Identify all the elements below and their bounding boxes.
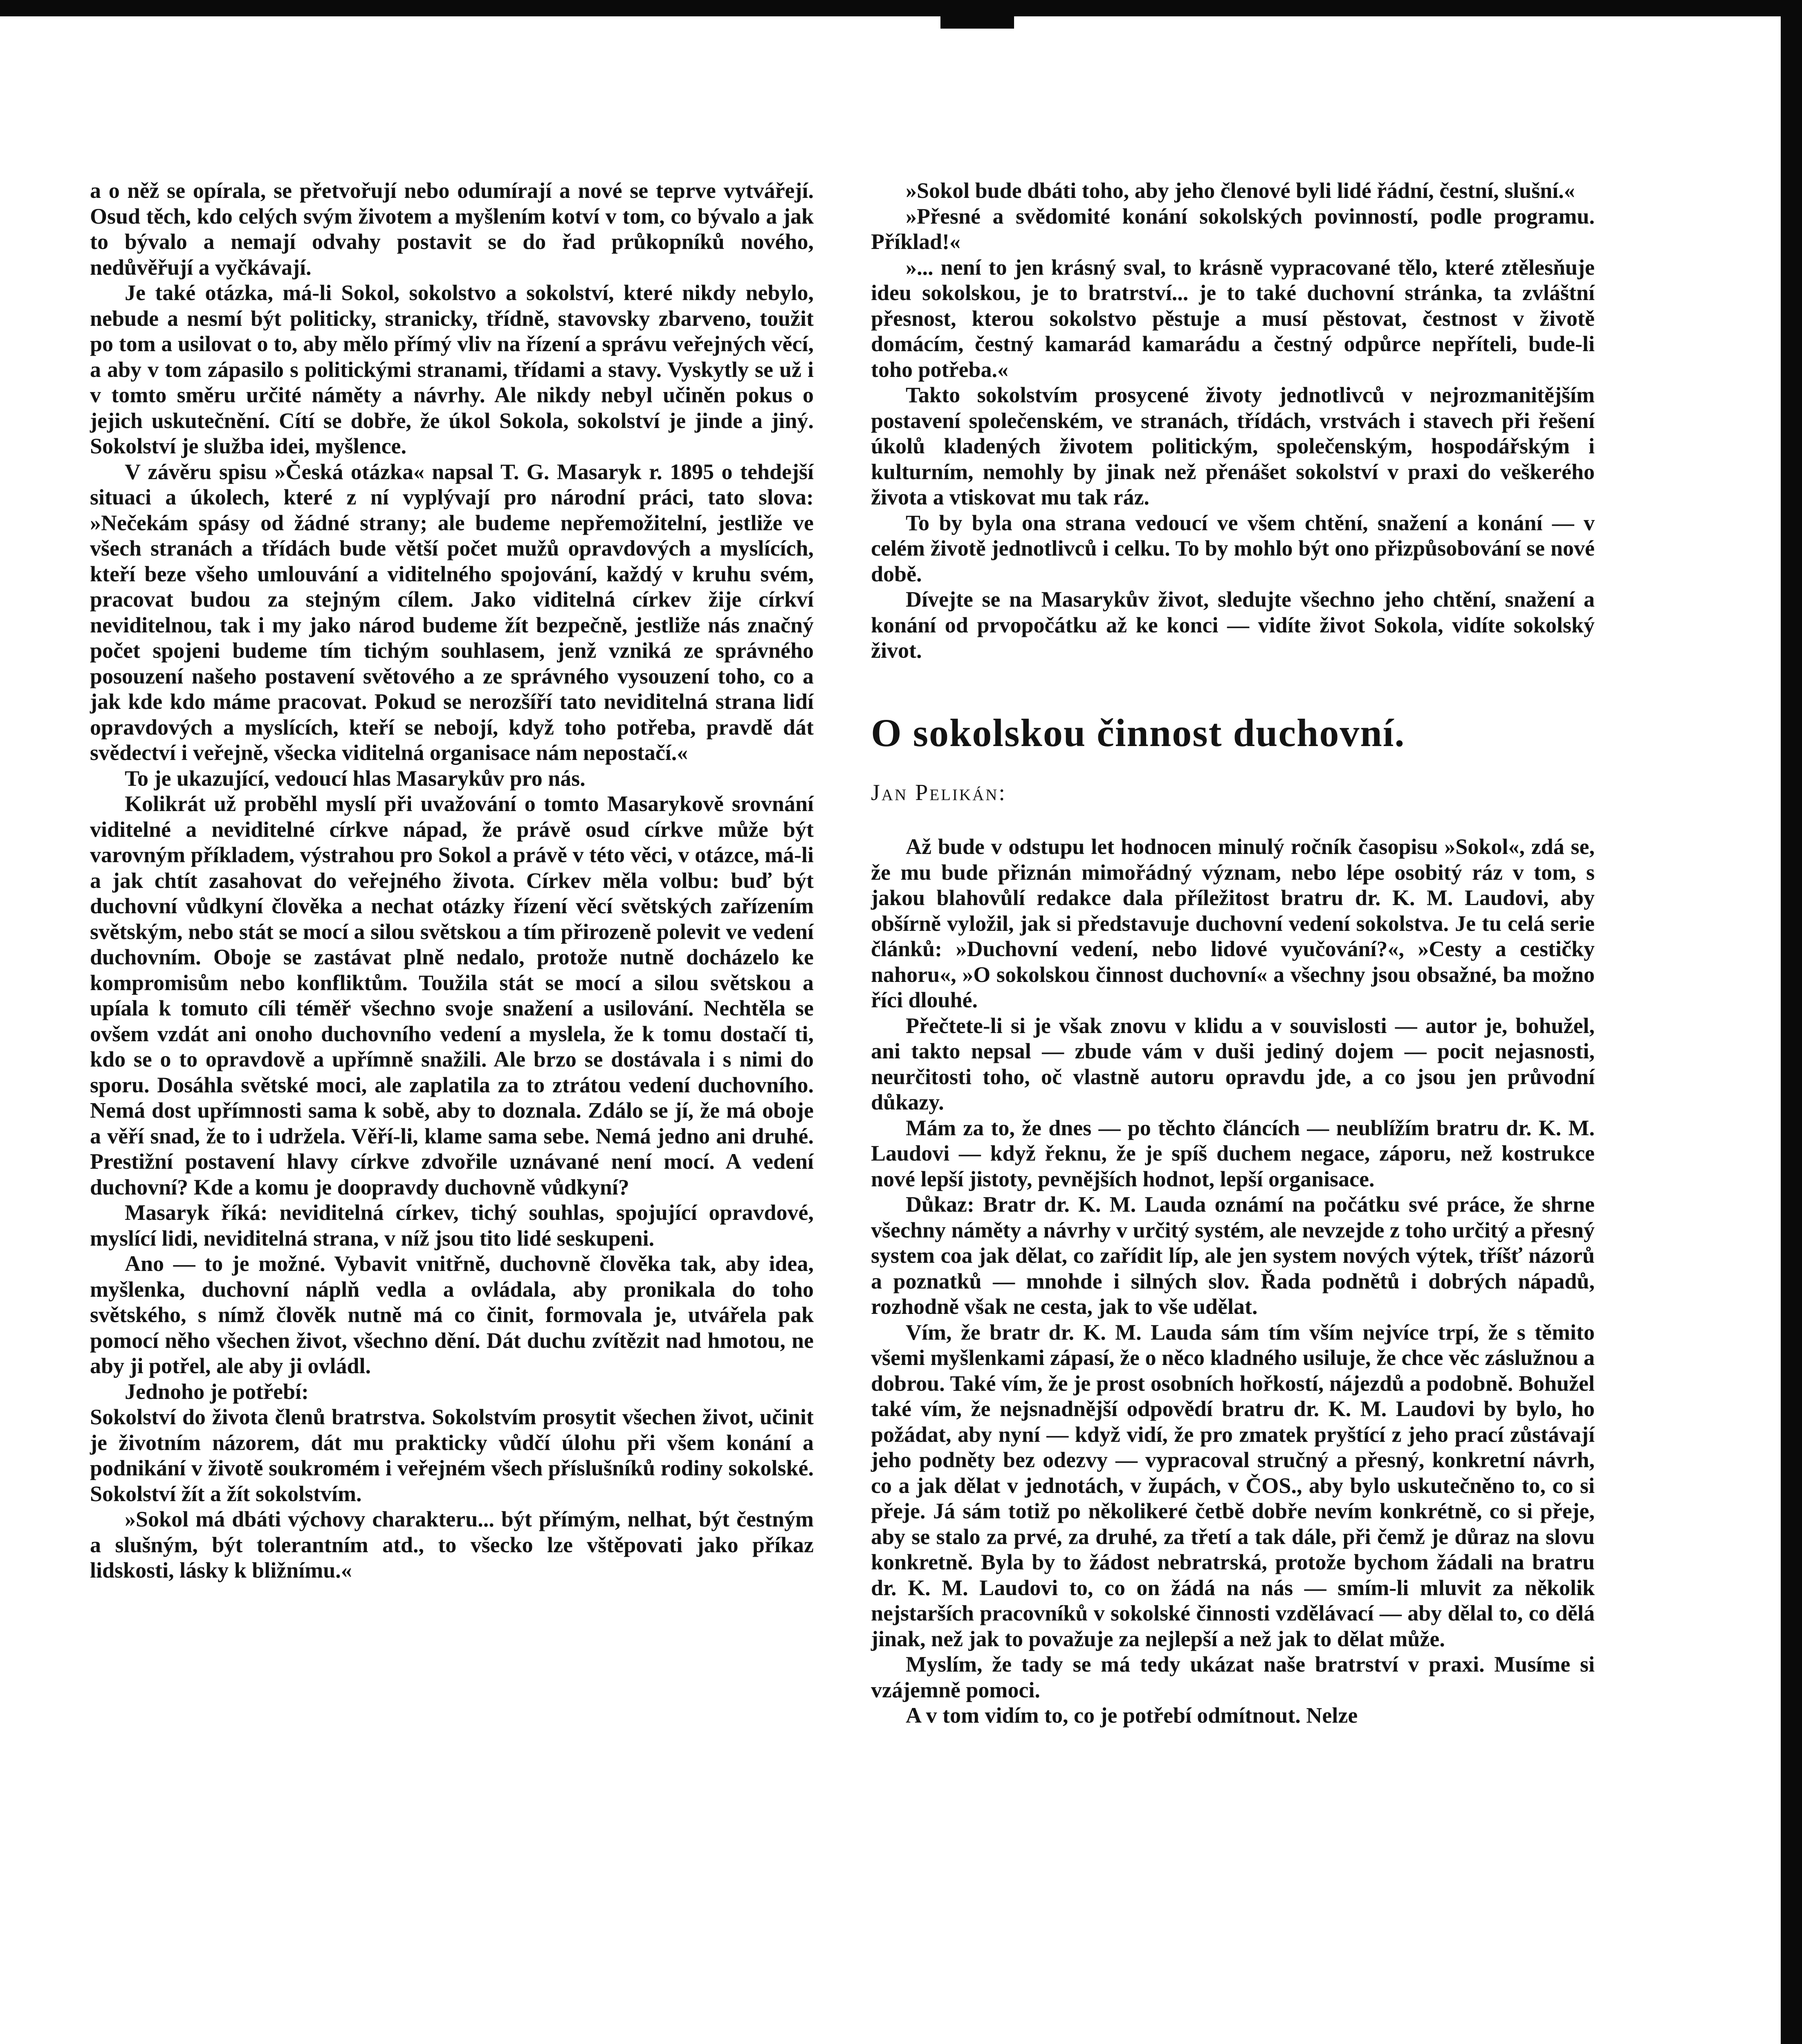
article-paragraph: Až bude v odstupu let hodnocen minulý ročník časopisu »Sokol«, zdá se, že mu bude přiznán mimořádný význam, nebo lépe osobitý ráz v tom, s jakou blahovůlí redakce dala příležitost bratru dr. K. M. Laudovi, aby obšírně vyložil, jak si představuje duchovní vedení sokolstva. Je tu celá serie článků: »Duchovní vedení, nebo lidové vyučování?«, »Cesty a cestičky nahoru«, »O sokolskou činnost duchovní« a všechny jsou obsažné, ba možno říci dlouhé.: [871, 834, 1595, 1012]
left-paragraph: Sokolství do života členů bratrstva. Sokolstvím prosytit všechen život, učinit je životním názorem, dát mu prakticky vůdčí úlohu při všem konání a podnikání v životě soukromém i veřejném všech příslušníků rodiny sokolské. Sokolství žít a žít sokolstvím.: [90, 1405, 814, 1506]
right-paragraph: »Sokol bude dbáti toho, aby jeho členové byli lidé řádní, čestní, slušní.«: [906, 178, 1575, 203]
right-paragraph: »Přesné a svědomité konání sokolských povinností, podle programu. Příklad!«: [871, 204, 1595, 254]
left-paragraph: Kolikrát už proběhl myslí při uvažování o tomto Masarykově srovnání viditelné a neviditelné církve nápad, že právě osud církve může být varovným příkladem, výstrahou pro Sokol a právě v této věci, v otázce, má-li a jak chtít zasahovat do veřejného života. Církev měla volbu: buď být duchovní vůdkyní člověka a nechat otázky řízení věcí světských zařízením světským, nebo stát se mocí a silou světskou a tím přirozeně polevit ve vedení duchovním. Oboje se zastávat plně nedalo, protože nutně docházelo ke kompromisům nebo konfliktům. Toužila stát se mocí a silou světskou a upíala k tomuto cíli téměř všechno svoje snažení a usilování. Nechtěla se ovšem vzdát ani onoho duchovního vedení a myslela, že k tomu dostačí ti, kdo se o to opravdově a upřímně snažili. Ale brzo se dostávala i s nimi do sporu. Dosáhla světské moci, ale zaplatila za to ztrátou vedení duchovního. Nemá dost upřímnosti sama k sobě, aby to doznala. Zdálo se jí, že má oboje a věří snad, že to i udržela. Věří-li, klame sama sebe. Nemá jedno ani druhé. Prestižní postavení hlavy církve zdvořile uznávané není mocí. A vedení duchovní? Kde a komu je doopravdy duchovně vůdkyní?: [90, 791, 814, 1199]
left-paragraph: To je ukazující, vedoucí hlas Masarykův pro nás.: [125, 766, 586, 791]
left-paragraph: V závěru spisu »Česká otázka« napsal T. G. Masaryk r. 1895 o tehdejší situaci a úkolech, které z ní vyplývají pro národní práci, tato slova: »Nečekám spásy od žádné strany; ale budeme nepřemožitelní, jestliže ve všech stranách a třídách bude větší počet mužů opravdových a myslících, kteří beze všeho umlouvání a viditelného spojování, každý v kruhu svém, pracovat budou za stejným cílem. Jako viditelná církev žije církví neviditelnou, tak i my jako národ budeme žít bezpečně, jestliže nás značný počet spojeni budeme tím tichým souhlasem, jenž vzniká ze správného posouzení našeho postavení světového a ze správného vysouzení toho, co a jak kde kdo máme pracovat. Pokud se nerozšíří tato neviditelná strana lidí opravdových a myslících, kteří se nebojí, když toho potřeba, pravdě dát svědectví i veřejně, všecka viditelná organisace nám nepostačí.«: [90, 459, 814, 765]
right-paragraph: Takto sokolstvím prosycené životy jednotlivců v nejrozmanitějším postavení společenském, ve stranách, třídách, vrstvách i stavech při řešení úkolů kladených životem politickým, společenským, hospodářským i kulturním, nemohly by jinak než přenášet sokolství v praxi do veškerého života a vtiskovat mu tak ráz.: [871, 383, 1595, 509]
right-paragraph: »... není to jen krásný sval, to krásně vypracované tělo, které ztělesňuje ideu sokolskou, je to bratrství... je to také duchovní stránka, ta zvláštní přesnost, kterou sokolstvo pěstuje a musí pěstovat, čestnost v životě domácím, čestný kamarád kamarádu a čestný odpůrce nepříteli, bude-li toho potřeba.«: [871, 255, 1595, 382]
scan-border-mark: [940, 16, 1014, 29]
article-paragraph: Mám za to, že dnes — po těchto článcích — neublížím bratru dr. K. M. Laudovi — když řeknu, že je spíš duchem negace, záporu, než kostrukce nové lepší jistoty, pevnějších hodnot, lepší organisace.: [871, 1115, 1595, 1191]
right-paragraph: To by byla ona strana vedoucí ve všem chtění, snažení a konání — v celém životě jednotlivců i celku. To by mohlo být ono přizpůsobování se nové době.: [871, 510, 1595, 586]
left-paragraph: Jednoho je potřebí:: [125, 1379, 309, 1404]
left-column: [90, 178, 814, 1583]
article-author: Jan Pelikán:: [871, 780, 1007, 805]
left-paragraph: Ano — to je možné. Vybavit vnitřně, duchovně člověka tak, aby idea, myšlenka, duchovní náplň vedla a ovládala, aby pronikala do toho světského, s nímž člověk nutně má co činit, formovala je, utvářela pak pomocí něho všechen život, všechno dění. Dát duchu zvítězit nad hmotou, ne aby ji potřel, ale aby ji ovládl.: [90, 1251, 814, 1378]
article-paragraph: Vím, že bratr dr. K. M. Lauda sám tím vším nejvíce trpí, že s těmito všemi myšlenkami zápasí, že o něco kladného usiluje, že chce věc záslužnou a dobrou. Také vím, že je prost osobních hořkostí, nájezdů a podobně. Bohužel také vím, že nejsnadnější odpovědí bratru dr. K. M. Laudovi by bylo, ho požádat, aby nyní — když vidí, že pro zmatek pryštící z jeho prací zůstávají jeho podněty bez odezvy — vypracoval stručný a přesný, konkretní návrh, co a jak dělat v jednotách, v župách, v ČOS., aby bylo uskutečněno to, co si přeje. Já sám totiž po několikeré četbě dobře nevím konkrétně, co si přeje, aby se stalo za prvé, za druhé, za třetí a tak dále, při čemž je důraz na slovu konkretně. Byla by to žádost nebratrská, protože bychom žádali na bratru dr. K. M. Laudovi to, co on žádá na nás — smím-li mluvit za několik nejstarších pracovníků v sokolské činnosti vzdělávací — aby dělal to, co dělá jinak, než jak to považuje za nejlepší a než jak to dělat může.: [871, 1320, 1595, 1651]
article-paragraph: A v tom vidím to, co je potřebí odmítnout. Nelze: [906, 1703, 1358, 1728]
article-title: O sokolskou činnost duchovní.: [871, 710, 1405, 755]
article-paragraph: Přečtete-li si je však znovu v klidu a v souvislosti — autor je, bohužel, ani takto nepsal — zbude vám v duši jediný dojem — pocit nejasnosti, neurčitosti toho, oč vlastně autoru opravdu jde, a co jsou jen průvodní důkazy.: [871, 1013, 1595, 1114]
scan-border-top: [0, 0, 1802, 16]
article-paragraph: Myslím, že tady se má tedy ukázat naše bratrství v praxi. Musíme si vzájemně pomoci.: [871, 1652, 1595, 1702]
left-paragraph: Masaryk říká: neviditelná církev, tichý souhlas, spojující opravdové, myslící lidi, neviditelná strana, v níž jsou tito lidé seskupeni.: [90, 1200, 814, 1251]
left-paragraph: Je také otázka, má-li Sokol, sokolstvo a sokolství, které nikdy nebylo, nebude a nesmí být politicky, stranicky, třídně, stavovsky zbarveno, toužit po tom a usilovat o to, aby mělo přímý vliv na řízení a správu veřejných věcí, a aby v tom zápasilo s politickými stranami, třídami a stavy. Vyskytly se už i v tomto směru určité náměty a návrhy. Ale nikdy nebyl učiněn pokus o jejich uskutečnění. Cítí se dobře, že úkol Sokola, sokolství je jinde a jiný. Sokolství je služba idei, myšlence.: [90, 280, 814, 458]
article-paragraph: Důkaz: Bratr dr. K. M. Lauda oznámí na počátku své práce, že shrne všechny náměty a návrhy v určitý systém, ale nevzejde z toho určitý a přesný system coa jak dělat, co zařídit líp, ale jen system nových výtek, tříšť názorů a poznatků — mnohde i silných slov. Řada podnětů i dobrých nápadů, rozhodně však ne cesta, jak to vše udělat.: [871, 1192, 1595, 1319]
right-paragraph: Dívejte se na Masarykův život, sledujte všechno jeho chtění, snažení a konání od prvopočátku až ke konci — vidíte život Sokola, vidíte sokolský život.: [871, 587, 1595, 663]
right-column: [871, 178, 1595, 1728]
left-paragraph: a o něž se opírala, se přetvořují nebo odumírají a nové se teprve vytvářejí. Osud těch, kdo celých svým životem a myšlením kotví v tom, co bývalo a jak to bývalo a nemají odvahy postavit se do řad průkopníků nového, nedůvěřují a vyčkávají.: [90, 178, 814, 280]
scan-border-right: [1781, 0, 1802, 2044]
left-paragraph: »Sokol má dbáti výchovy charakteru... být přímým, nelhat, být čestným a slušným, být tolerantním atd., to všecko lze vštěpovati jako příkaz lidskosti, lásky k bližnímu.«: [90, 1507, 814, 1582]
